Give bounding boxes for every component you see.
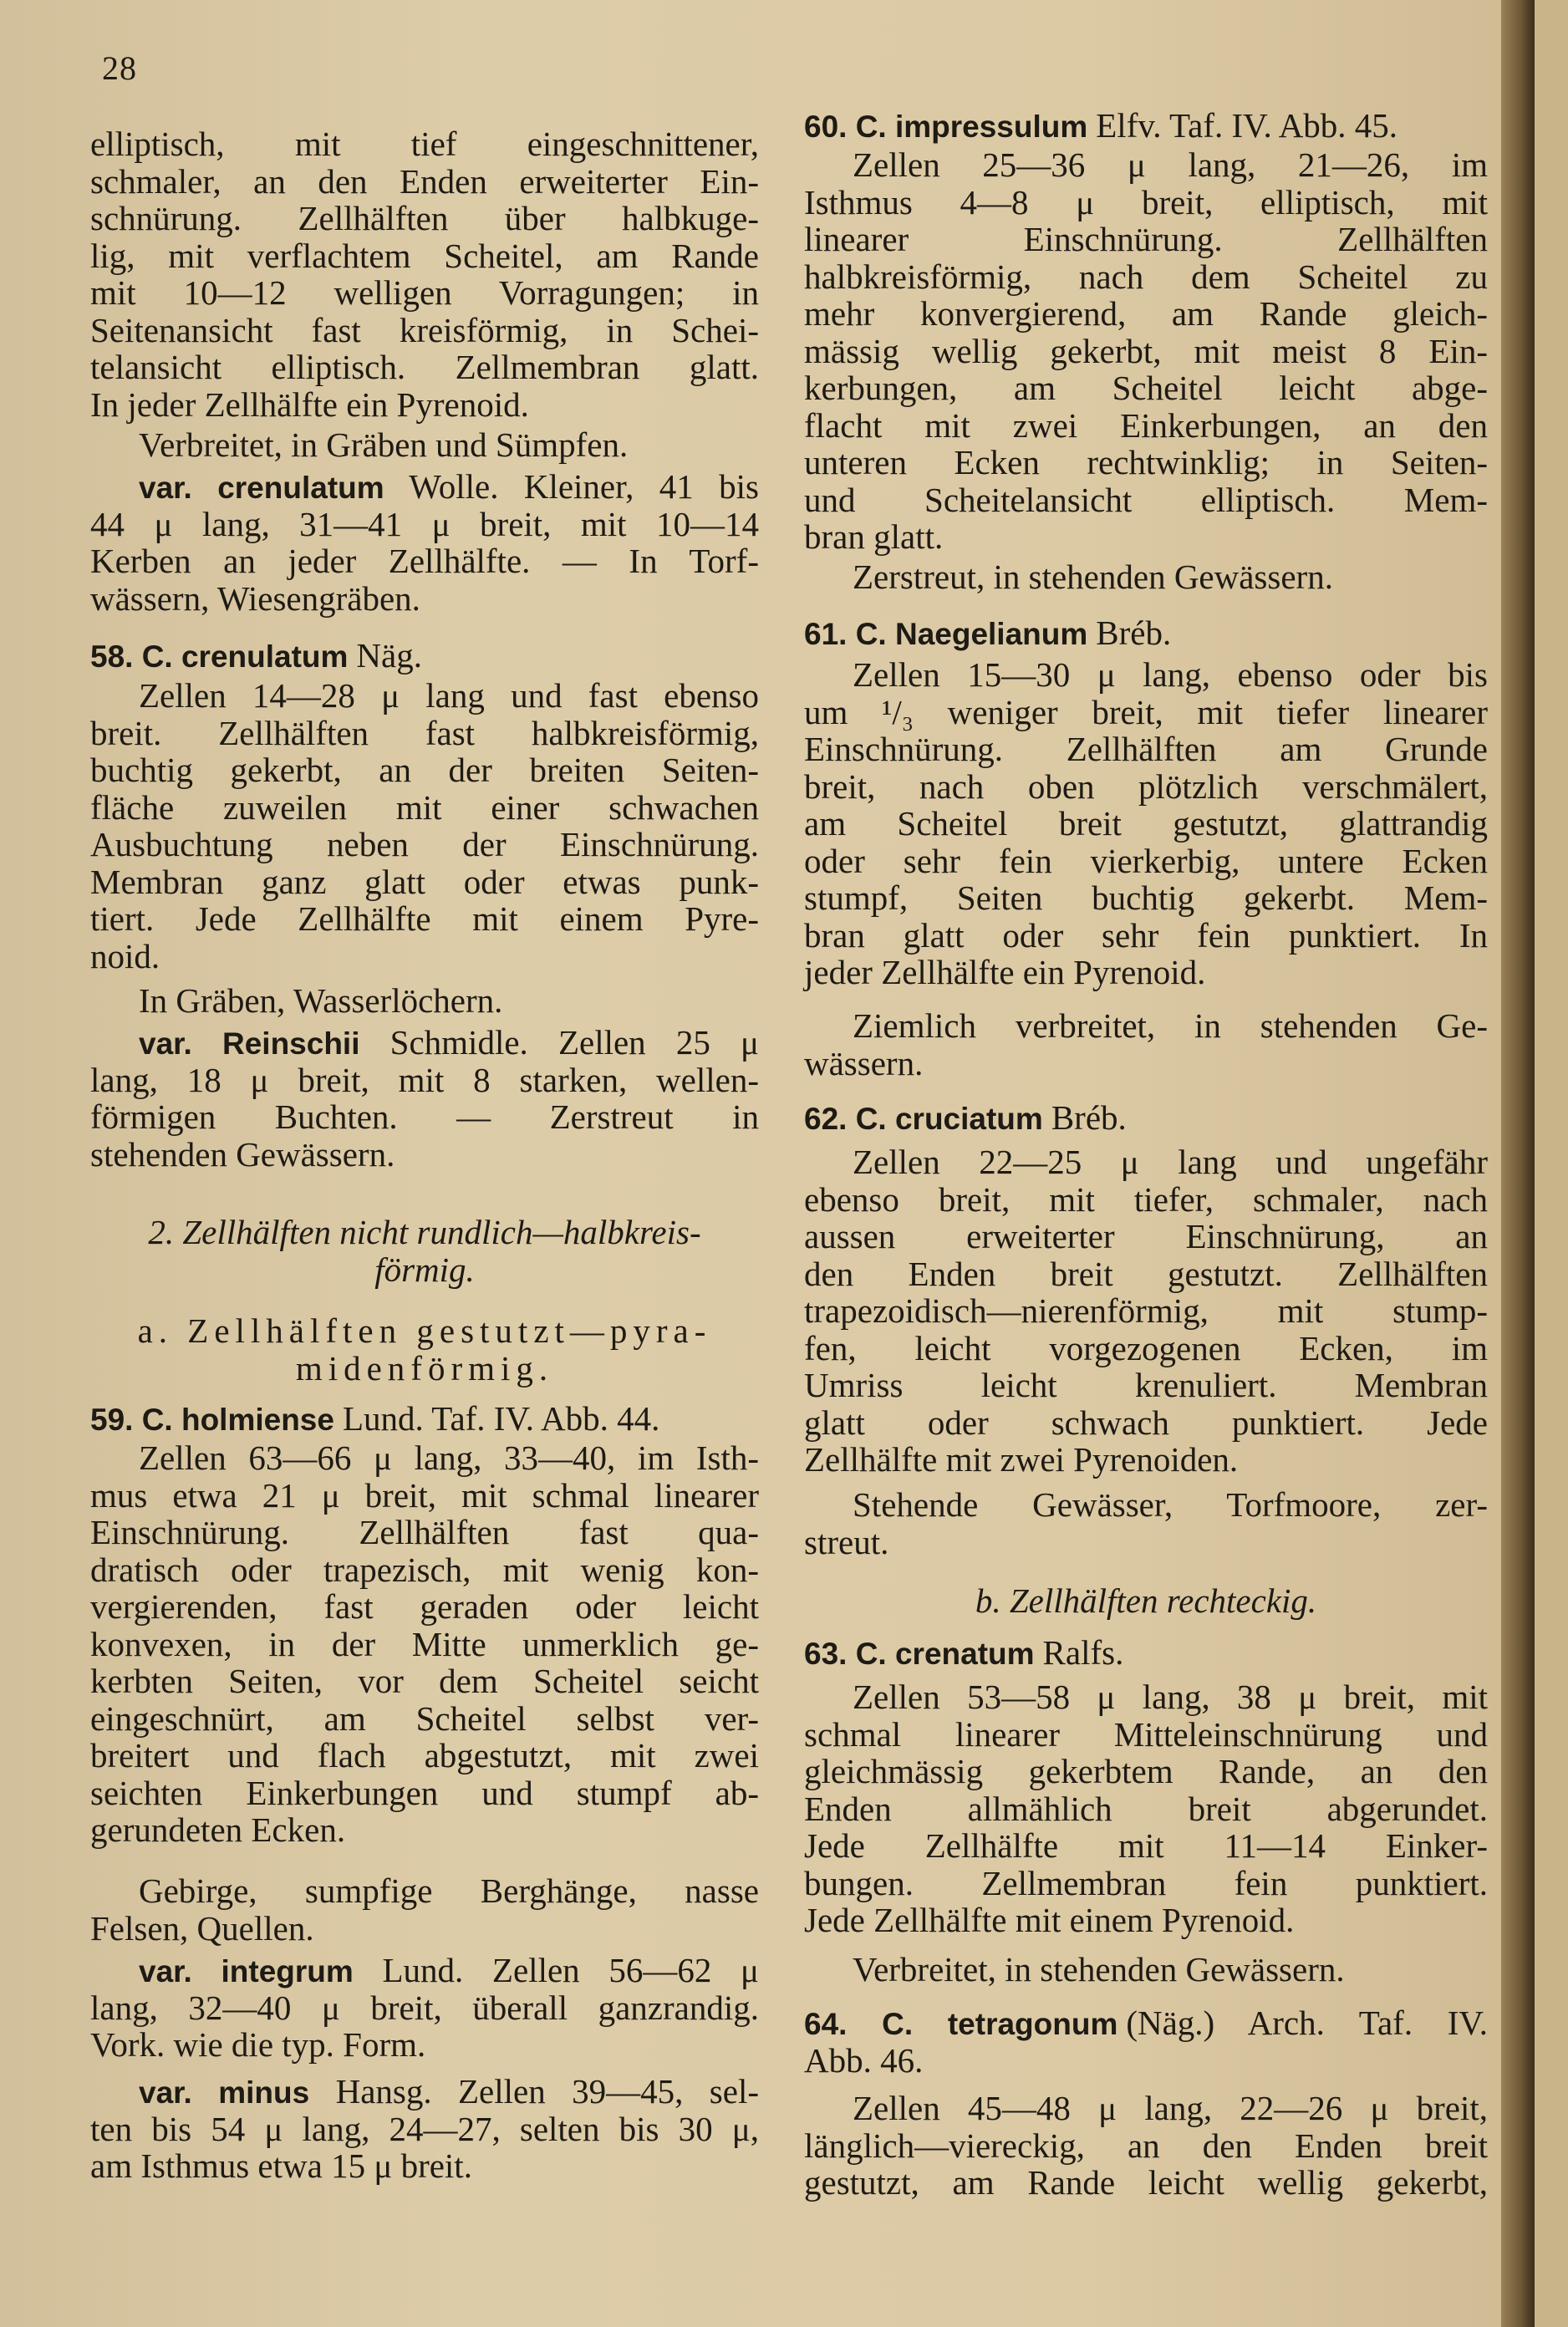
text-line: kerbten Seiten, vor dem Scheitel seicht [90, 1662, 759, 1700]
species-name: C. cruciatum [855, 1102, 1043, 1136]
text-line [139, 1024, 759, 1062]
text-line: Zellen 25—36 μ lang, 21—26, im [853, 145, 1488, 184]
habitat-63 [804, 1951, 1488, 1988]
text-line: flacht mit zwei Einkerbungen, an den [804, 405, 1488, 445]
text-line: ten bis 54 μ lang, 24—27, selten bis 30 μ, [90, 2109, 759, 2148]
text-line: trapezoidisch—nierenförmig, mit stump- [804, 1291, 1488, 1330]
text-line: streut. [804, 1522, 889, 1561]
species-number: 64. [804, 2007, 848, 2041]
species-heading [804, 1099, 1488, 1137]
section-heading-line: b. Zellhälften rechteckig. [975, 1581, 1317, 1620]
text-line: Jede Zellhälfte mit einem Pyrenoid. [804, 1901, 1295, 1939]
text-line: Einschnürung. Zellhälften fast qua- [90, 1513, 759, 1551]
text-line: Zellen 15—30 μ lang, ebenso oder bis [853, 655, 1488, 694]
section-heading-line: midenförmig. [295, 1348, 554, 1388]
text-line: Umriss leicht krenuliert. Membran [804, 1366, 1488, 1404]
text-line: unteren Ecken rechtwinklig; in Seiten- [804, 443, 1488, 481]
variety-text: Lund. Zellen 56—62 μ [353, 1951, 759, 1989]
text-line: Ziemlich verbreitet, in stehenden Ge- [853, 1006, 1488, 1045]
text-line: Zellen 22—25 μ lang und ungefähr [853, 1143, 1488, 1181]
text-line: um ¹/₃ weniger breit, mit tiefer linearer [804, 692, 1488, 731]
book-spine-edge [1501, 0, 1535, 2327]
text-line: mehr konvergierend, am Rande gleich- [804, 294, 1488, 333]
text-line: fen, leicht vorgezogenen Ecken, im [804, 1328, 1488, 1367]
text-line: Isthmus 4—8 μ breit, elliptisch, mit [804, 182, 1488, 221]
species-heading [90, 1400, 759, 1438]
text-line: vergierenden, fast geraden oder leicht [90, 1587, 759, 1626]
species-author: (Näg.) Arch. Taf. IV. [1126, 2004, 1488, 2042]
text-line: länglich—viereckig, an den Enden breit [804, 2126, 1488, 2165]
species-63 [804, 1634, 1488, 1672]
text-line: am Scheitel breit gestutzt, glattrandig [804, 804, 1488, 843]
text-line: Gebirge, sumpfige Berghänge, nasse [139, 1871, 759, 1910]
page-number: 28 [102, 49, 137, 87]
text-line [139, 468, 759, 506]
text-line: kerbungen, am Scheitel leicht abge- [804, 369, 1488, 407]
section-2-heading [90, 1214, 759, 1288]
section-b-heading [804, 1582, 1488, 1620]
text-line: und Scheitelansicht elliptisch. Mem- [804, 480, 1488, 519]
species-58-description [90, 677, 759, 975]
text-line: jeder Zellhälfte ein Pyrenoid. [804, 953, 1206, 991]
text-line: stehenden Gewässern. [90, 1134, 395, 1174]
text-line: bran glatt. [804, 517, 944, 556]
variety-59-integrum [90, 1952, 759, 2064]
species-62-description [804, 1143, 1488, 1479]
text-line: wässern. [804, 1043, 924, 1082]
text-line: Stehende Gewässer, Torfmoore, zer- [853, 1485, 1488, 1524]
species-60-description [804, 146, 1488, 556]
habitat-text: Verbreitet, in Gräben und Sümpfen. [139, 425, 629, 464]
species-author-continued: Abb. 46. [804, 2040, 924, 2080]
species-59-description [90, 1439, 759, 1849]
species-number: 63. [804, 1637, 848, 1671]
text-line: förmigen Buchten. — Zerstreut in [90, 1097, 759, 1136]
text-line: halbkreisförmig, nach dem Scheitel zu [804, 257, 1488, 296]
text-line: lang, 18 μ breit, mit 8 starken, wellen- [90, 1060, 759, 1099]
text-line: oder sehr fein vierkerbig, untere Ecken [804, 841, 1488, 880]
text-line: bungen. Zellmembran fein punktiert. [804, 1863, 1488, 1902]
text-line: mus etwa 21 μ breit, mit schmal linearer [90, 1475, 759, 1515]
species-author: Bréb. [1051, 1098, 1127, 1137]
species-heading [804, 107, 1488, 145]
habitat-text: Verbreitet, in stehenden Gewässern. [853, 1950, 1345, 1988]
text-line: Jede Zellhälfte mit 11—14 Einker- [804, 1826, 1488, 1865]
text-line: gestutzt, am Rande leicht wellig gekerbt, [804, 2163, 1488, 2202]
text-line: Zellhälfte mit zwei Pyrenoiden. [804, 1440, 1239, 1479]
section-heading-line: förmig. [374, 1250, 475, 1289]
species-author: Lund. Taf. IV. Abb. 44. [342, 1399, 660, 1438]
variety-label: var. Reinschii [139, 1026, 360, 1061]
species-64 [804, 2004, 1488, 2079]
section-a-heading [90, 1312, 759, 1387]
species-62 [804, 1099, 1488, 1137]
variety-label: var. integrum [139, 1954, 354, 1988]
species-number: 58. [90, 639, 134, 674]
text-line: schmal linearer Mitteleinschnürung und [804, 1714, 1488, 1754]
text-line: lang, 32—40 μ breit, überall ganzrandig. [90, 1988, 759, 2027]
text-line: elliptisch, mit tief eingeschnittener, [90, 125, 759, 163]
text-line: gerundeten Ecken. [90, 1810, 346, 1849]
text-line: konvexen, in der Mitte unmerklich ge- [90, 1624, 759, 1663]
text-line: schmaler, an den Enden erweiterter Ein- [90, 161, 759, 201]
species-name: C. Naegelianum [855, 617, 1088, 651]
text-line: eingeschnürt, am Scheitel selbst ver- [90, 1698, 759, 1738]
text-line: Enden allmählich breit abgerundet. [804, 1789, 1488, 1828]
text-line: Vork. wie die typ. Form. [90, 2025, 426, 2064]
habitat-61 [804, 1007, 1488, 1082]
text-line: breitert und flach abgestutzt, mit zwei [90, 1736, 759, 1775]
text-line: Kerben an jeder Zellhälfte. — In Torf- [90, 542, 759, 580]
text-line [139, 1952, 759, 1989]
text-line: bran glatt oder sehr fein punktiert. In [804, 915, 1488, 955]
text-line: gleichmässig gekerbtem Rande, an den [804, 1752, 1488, 1790]
variety-57 [90, 468, 759, 617]
variety-text: Hansg. Zellen 39—45, sel- [309, 2072, 759, 2111]
text-line: am Isthmus etwa 15 μ breit. [90, 2146, 472, 2185]
text-line: telansicht elliptisch. Zellmembran glatt. [90, 348, 759, 386]
text-line: breit. Zellhälften fast halbkreisförmig, [90, 713, 759, 752]
text-line: Zellen 53—58 μ lang, 38 μ breit, mit [853, 1678, 1488, 1716]
text-line: ebenso breit, mit tiefer, schmaler, nach [804, 1179, 1488, 1219]
habitat-text: In Gräben, Wasserlöchern. [139, 981, 503, 1020]
text-line [139, 2073, 759, 2111]
species-name: C. crenulatum [141, 639, 349, 674]
species-heading [804, 1634, 1488, 1672]
text-line: fläche zuweilen mit einer schwachen [90, 787, 759, 827]
variety-58 [90, 1024, 759, 1173]
text-line: In jeder Zellhälfte ein Pyrenoid. [90, 384, 529, 424]
habitat-58 [90, 982, 759, 1020]
species-number: 60. [804, 109, 848, 144]
species-name: C. holmiense [141, 1403, 334, 1437]
habitat-59 [90, 1872, 759, 1947]
species-author: Bréb. [1096, 614, 1172, 652]
species-name: C. crenatum [855, 1637, 1035, 1671]
text-line: breit, nach oben plötzlich verschmälert, [804, 766, 1488, 806]
text-line: Zellen 14—28 μ lang und fast ebenso [139, 676, 759, 715]
species-name: C. impressulum [855, 109, 1088, 144]
text-line: tiert. Jede Zellhälfte mit einem Pyre- [90, 899, 759, 938]
variety-label: var. crenulatum [139, 471, 384, 505]
species-heading [90, 637, 759, 675]
species-heading [804, 614, 1488, 652]
species-64-description [804, 2090, 1488, 2202]
text-line: buchtig gekerbt, an der breiten Seiten- [90, 751, 759, 789]
species-58 [90, 637, 759, 675]
text-line: mit 10—12 welligen Vorragungen; in [90, 273, 759, 312]
variety-text: Schmidle. Zellen 25 μ [359, 1023, 759, 1062]
text-line: noid. [90, 936, 160, 975]
intro-paragraph [90, 125, 759, 423]
species-59 [90, 1400, 759, 1438]
section-heading-line: 2. Zellhälften nicht rundlich—halbkreis- [148, 1213, 701, 1251]
habitat-62 [804, 1486, 1488, 1561]
text-line: dratisch oder trapezisch, mit wenig kon- [90, 1550, 759, 1589]
species-61-description [804, 656, 1488, 991]
text-line: aussen erweiterter Einschnürung, an [804, 1217, 1488, 1255]
text-line: seichten Einkerbungen und stumpf ab- [90, 1773, 759, 1812]
habitat-text: Zerstreut, in stehenden Gewässern. [853, 558, 1333, 596]
text-line: wässern, Wiesengräben. [90, 578, 420, 618]
text-line: Seitenansicht fast kreisförmig, in Schei- [90, 310, 759, 349]
variety-label: var. minus [139, 2075, 310, 2110]
text-line: Einschnürung. Zellhälften am Grunde [804, 730, 1488, 768]
text-line: glatt oder schwach punktiert. Jede [804, 1403, 1488, 1442]
species-number: 59. [90, 1403, 134, 1437]
species-number: 61. [804, 617, 848, 651]
species-author: Elfv. Taf. IV. Abb. 45. [1096, 106, 1398, 145]
text-line: 44 μ lang, 31—41 μ breit, mit 10—14 [90, 504, 759, 543]
species-heading [804, 2004, 1488, 2042]
text-line: Zellen 45—48 μ lang, 22—26 μ breit, [853, 2089, 1488, 2127]
text-line: schnürung. Zellhälften über halbkuge- [90, 199, 759, 237]
text-line: linearer Einschnürung. Zellhälften [804, 220, 1488, 258]
habitat-60 [804, 558, 1488, 596]
species-63-description [804, 1678, 1488, 1939]
variety-text: Wolle. Kleiner, 41 bis [384, 467, 759, 506]
text-line: Ausbuchtung neben der Einschnürung. [90, 825, 759, 863]
variety-59-minus [90, 2073, 759, 2185]
text-line: mässig wellig gekerbt, mit meist 8 Ein- [804, 331, 1488, 370]
species-name: C. tetragonum [882, 2007, 1118, 2041]
text-line: stumpf, Seiten buchtig gekerbt. Mem- [804, 878, 1488, 917]
species-author: Ralfs. [1042, 1633, 1124, 1672]
species-author: Näg. [356, 636, 422, 675]
habitat-57 [90, 426, 759, 464]
species-60 [804, 107, 1488, 145]
species-61 [804, 614, 1488, 652]
text-line: Membran ganz glatt oder etwas punk- [90, 862, 759, 901]
text-line: den Enden breit gestutzt. Zellhälften [804, 1254, 1488, 1293]
species-number: 62. [804, 1102, 848, 1136]
text-line: lig, mit verflachtem Scheitel, am Rande [90, 236, 759, 275]
text-line: Felsen, Quellen. [90, 1908, 314, 1948]
text-line: Zellen 63—66 μ lang, 33—40, im Isth- [139, 1438, 759, 1477]
section-heading-line: a. Zellhälften gestutzt—pyra- [137, 1311, 712, 1350]
